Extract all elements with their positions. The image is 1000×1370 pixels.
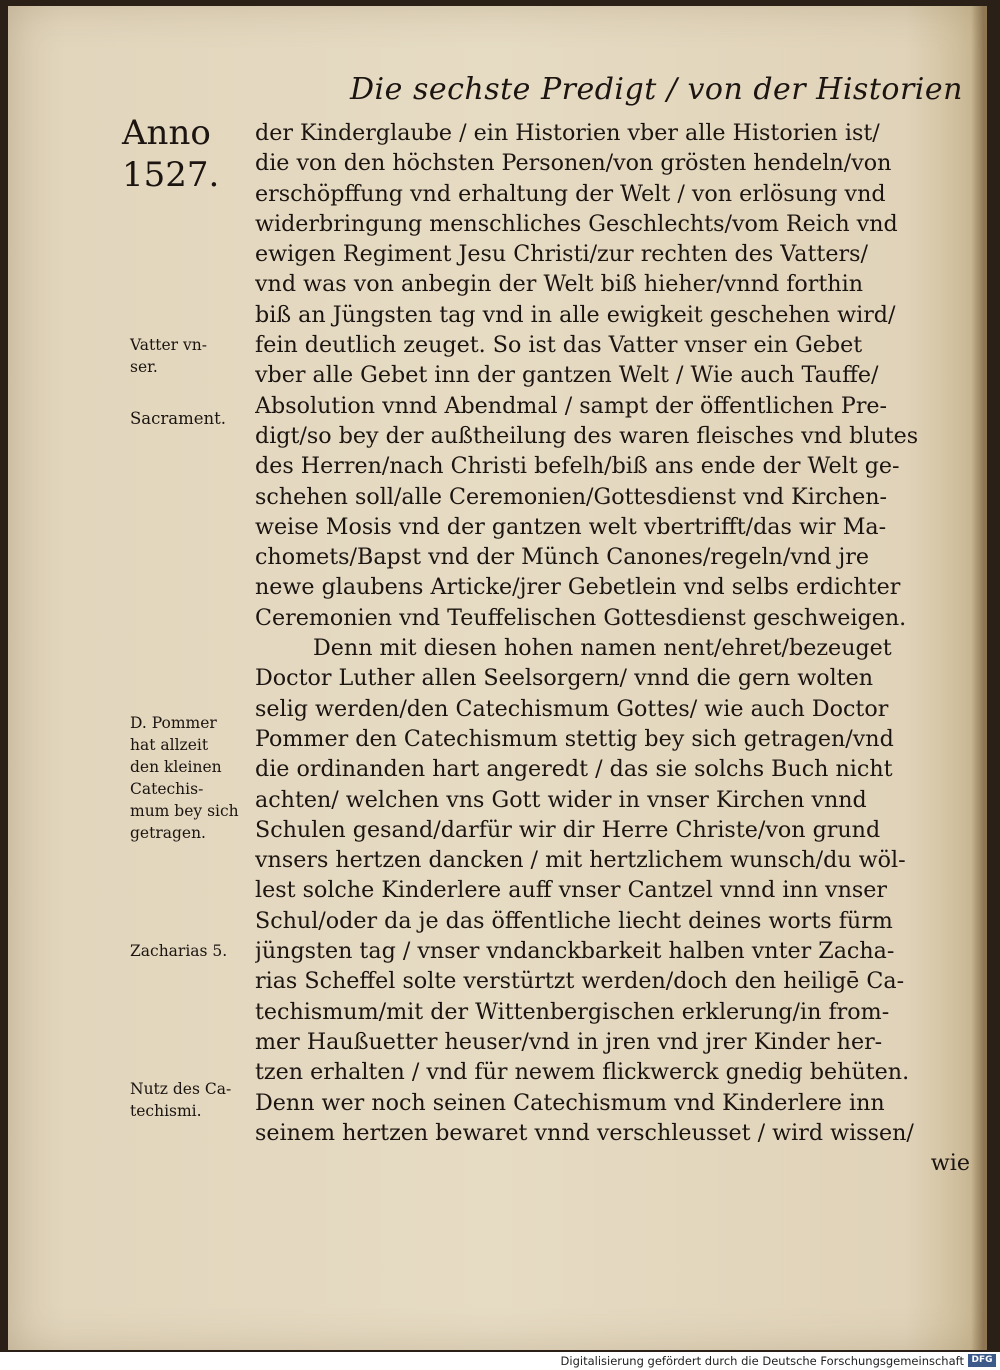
body-line: erschöpffung vnd erhaltung der Welt / von erlösung vnd [255, 180, 886, 207]
marginal-note-d-pommer [130, 712, 262, 844]
body-text [255, 118, 980, 1178]
body-line: jüngsten tag / vnser vndanckbarkeit halben vnter Zacha- [255, 938, 895, 965]
dfg-logo: DFG [968, 1354, 996, 1367]
marginal-line: getragen. [130, 824, 206, 842]
body-line: Denn wer noch seinen Catechismum vnd Kinderlere inn [255, 1089, 885, 1116]
body-line: newe glaubens Articke/jrer Gebetlein vnd selbs erdichter [255, 574, 901, 601]
year-number: 1527. [122, 155, 220, 195]
body-line: lest solche Kinderlere auff vnser Cantzel vnnd inn vnser [255, 877, 887, 904]
body-line: rias Scheffel solte verstürtzt werden/doch den heiligē Ca- [255, 968, 905, 995]
body-line: Pommer den Catechismum stettig bey sich getragen/vnd [255, 725, 894, 752]
body-line: schehen soll/alle Ceremonien/Gottesdienst vnd Kirchen- [255, 483, 888, 510]
marginal-note-nutz-des-catechismi [130, 1078, 262, 1122]
year-marginal [122, 112, 242, 196]
marginal-line: Sacrament. [130, 409, 227, 428]
body-line: Doctor Luther allen Seelsorgern/ vnnd die gern wolten [255, 665, 873, 692]
body-line: Denn mit diesen hohen namen nent/ehret/bezeuget [313, 635, 892, 662]
marginal-line: den kleinen [130, 758, 222, 776]
marginal-line: ser. [130, 358, 158, 376]
body-line: vnd was von anbegin der Welt biß hieher/vnnd forthin [255, 271, 863, 298]
marginal-note-vatter-unser [130, 334, 262, 378]
body-line: fein deutlich zeuget. So ist das Vatter vnser ein Gebet [255, 332, 863, 359]
marginal-line: Catechis- [130, 780, 204, 798]
marginal-line: Nutz des Ca- [130, 1080, 232, 1098]
digitization-footer [0, 1352, 1000, 1370]
marginal-note-sacrament [130, 408, 262, 430]
body-line: des Herren/nach Christi befelh/biß ans ende der Welt ge- [255, 453, 900, 480]
body-line: biß an Jüngsten tag vnd in alle ewigkeit geschehen wird/ [255, 301, 896, 328]
body-line: digt/so bey der außtheilung des waren fleisches vnd blutes [255, 422, 919, 449]
body-line: mer Haußuetter heuser/vnd in jren vnd jrer Kinder her- [255, 1028, 883, 1055]
body-line: selig werden/den Catechismum Gottes/ wie auch Doctor [255, 695, 889, 722]
year-label: Anno [122, 113, 211, 153]
funding-credit: Digitalisierung gefördert durch die Deutsche Forschungsgemeinschaft [560, 1354, 964, 1368]
marginal-line: techismi. [130, 1102, 202, 1120]
body-line: Schul/oder da je das öffentliche liecht deines worts fürm [255, 907, 893, 934]
body-line: die ordinanden hart angeredt / das sie solchs Buch nicht [255, 756, 893, 783]
body-line: techismum/mit der Wittenbergischen erklerung/in from- [255, 998, 890, 1025]
marginal-line: D. Pommer [130, 714, 217, 732]
running-head: Die sechste Predigt / von der Historien [350, 72, 963, 107]
marginal-line: Vatter vn- [130, 336, 207, 354]
body-line: chomets/Bapst vnd der Münch Canones/regeln/vnd jre [255, 544, 870, 571]
body-line: widerbringung menschliches Geschlechts/vom Reich vnd [255, 210, 898, 237]
body-line: vnsers hertzen dancken / mit hertzlichem wunsch/du wöl- [255, 847, 906, 874]
marginal-line: Zacharias 5. [130, 942, 228, 960]
body-line: vber alle Gebet inn der gantzen Welt / Wie auch Tauffe/ [255, 362, 879, 389]
catchword: wie [930, 1150, 970, 1177]
body-line: die von den höchsten Personen/von grösten hendeln/von [255, 150, 892, 177]
body-line: Ceremonien vnd Teuffelischen Gottesdienst geschweigen. [255, 604, 907, 631]
body-line: ewigen Regiment Jesu Christi/zur rechten des Vatters/ [255, 241, 868, 268]
body-line: der Kinderglaube / ein Historien vber alle Historien ist/ [255, 120, 880, 146]
body-line: seinem hertzen bewaret vnnd verschleusset / wird wissen/ [255, 1119, 914, 1146]
body-line: achten/ welchen vns Gott wider in vnser Kirchen vnnd [255, 786, 867, 813]
marginal-line: hat allzeit [130, 736, 209, 754]
body-line: Absolution vnnd Abendmal / sampt der öffentlichen Pre- [255, 392, 888, 419]
marginal-line: mum bey sich [130, 802, 239, 820]
body-line: Schulen gesand/darfür wir dir Herre Christe/von grund [255, 816, 881, 843]
body-line: weise Mosis vnd der gantzen welt vbertrifft/das wir Ma- [255, 513, 887, 540]
marginal-note-zacharias [130, 940, 262, 962]
body-line: tzen erhalten / vnd für newem flickwerck gnedig behüten. [255, 1059, 910, 1086]
